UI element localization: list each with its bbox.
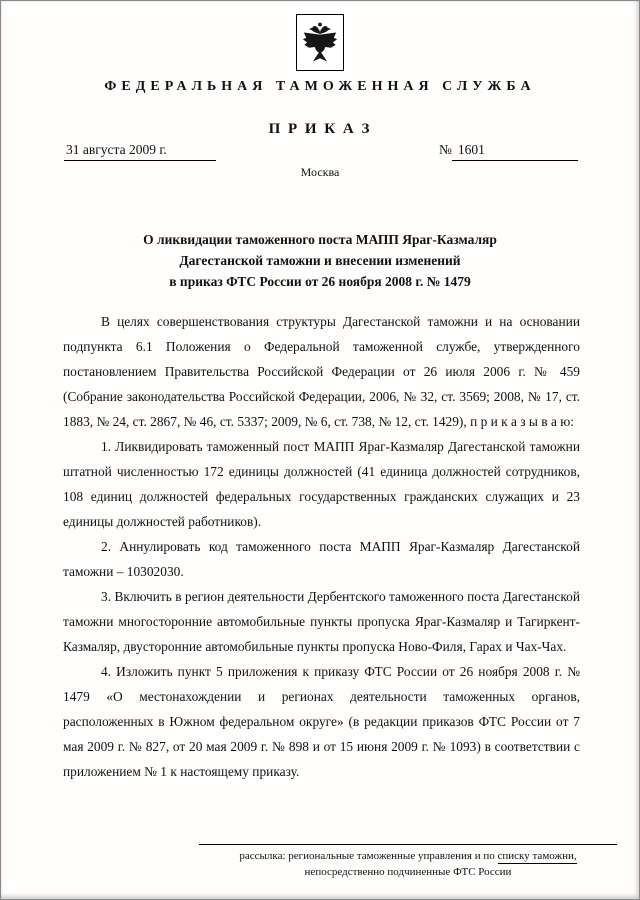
paragraph-preamble: В целях совершенствования структуры Дагестанской таможни и на основании подпункта 6.1 Положения о Федеральной таможенной службе, утвержденного постановлением Правительства Российской Федерации от 26 июля 2006 г. № 459 (Собрание законодательства Российской Федерации, 2006, № 32, ст. 3569; 2008, № 17, ст. 1883, № 24, ст. 2867, № 46, ст. 5337; 2009, № 6, ст. 738, № 12, ст. 1429), п р и к а з ы в а ю:	[63, 314, 580, 429]
doc-title	[41, 229, 599, 292]
doc-title-line-1: О ликвидации таможенного поста МАПП Яраг-Казмаляр	[143, 232, 497, 247]
number-field	[439, 142, 578, 161]
doc-number-label: №	[439, 142, 452, 157]
distribution-footer	[199, 844, 617, 880]
doc-title-line-2: Дагестанской таможни и внесении изменений	[179, 253, 461, 268]
footer-line-1-text: рассылка: региональные таможенные управления и по	[239, 850, 498, 862]
city-label: Москва	[300, 165, 340, 179]
doc-title-line-3: в приказ ФТС России от 26 ноября 2008 г. № 1479	[169, 274, 471, 289]
paragraph-item-2: 2. Аннулировать код таможенного поста МАПП Яраг-Казмаляр Дагестанской таможни – 10302030.	[63, 539, 580, 579]
paragraph-item-3: 3. Включить в регион деятельности Дербентского таможенного поста Дагестанской таможни многосторонние автомобильные пункты пропуска Яраг-Казмаляр и Тагиркент-Казмаляр, двусторонние автомобильные пункты пропуска Ново-Филя, Гарах и Чах-Чах.	[63, 589, 580, 654]
doc-number: 1601	[452, 142, 578, 161]
doc-body	[63, 309, 580, 784]
footer-line-1-underlined: списку таможни,	[497, 850, 577, 862]
date-field	[64, 142, 216, 161]
emblem-box	[296, 14, 344, 71]
paragraph-item-4: 4. Изложить пункт 5 приложения к приказу ФТС России от 26 ноября 2008 г. № 1479 «О местонахождении и регионах деятельности таможенных органов, расположенных в Южном федеральном округе» (в редакции приказов ФТС России от 7 мая 2009 г. № 827, от 20 мая 2009 г. № 898 и от 15 июня 2009 г. № 1093) в соответствии с приложением № 1 к настоящему приказу.	[63, 664, 580, 779]
footer-line-2: непосредственно подчиненные ФТС России	[304, 866, 512, 878]
doc-date: 31 августа 2009 г.	[64, 142, 216, 161]
paragraph-item-1: 1. Ликвидировать таможенный пост МАПП Яраг-Казмаляр Дагестанской таможни штатной численностью 172 единицы должностей (41 единица должностей сотрудников, 108 единиц должностей федеральных государственных гражданских служащих и 23 единицы должностей работников).	[63, 439, 580, 529]
doc-type-heading: П Р И К А З	[268, 121, 372, 137]
agency-name: ФЕДЕРАЛЬНАЯ ТАМОЖЕННАЯ СЛУЖБА	[104, 79, 536, 94]
footer-line-1	[199, 848, 617, 864]
double-headed-eagle-icon	[301, 20, 339, 66]
